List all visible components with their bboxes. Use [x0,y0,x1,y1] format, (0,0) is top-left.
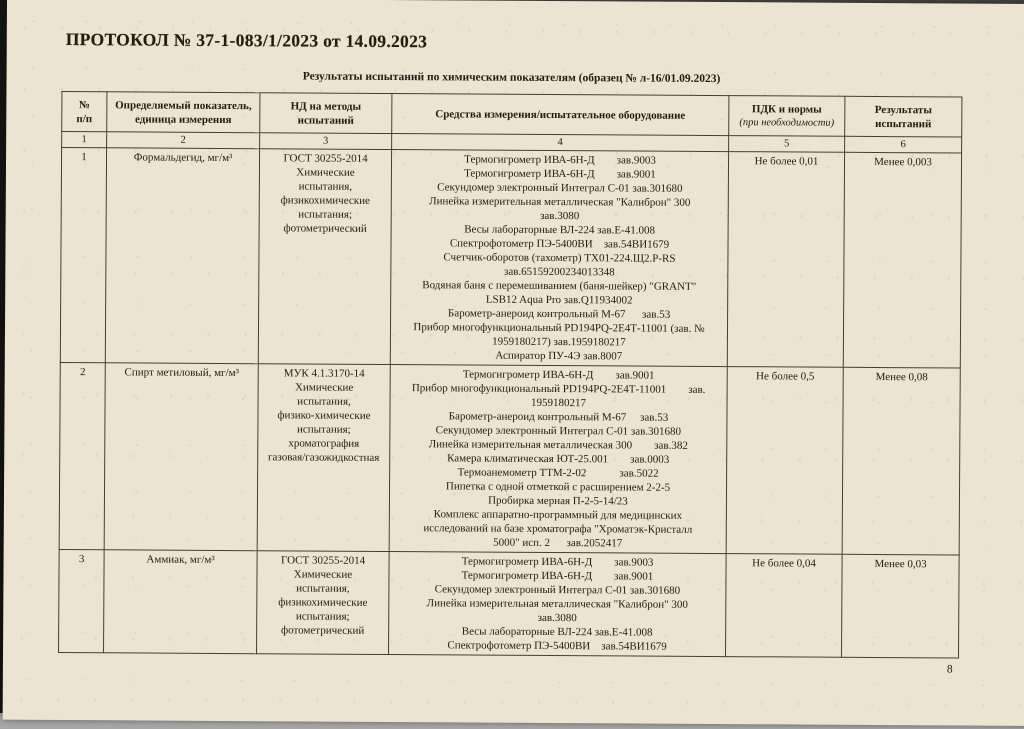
column-number: 2 [107,132,260,149]
header-indicator: Определяемый показатель, единица измерения [107,92,260,133]
column-number: 6 [845,136,962,153]
header-pdk [729,96,845,137]
equipment-cell: Термогигрометр ИВА-6Н-Д зав.9001 Прибор многофункциональный PD194PQ-2Е4Т-11001 зав. 1959180217 Барометр-анероид контрольный М-67 зав.53 Секундомер электронный Интеграл С-01 зав.301680 Линейка измерительная металлическая 300 зав.382 Камера климатическая ЮТ-25.001 зав.0003 Термоанемометр ТТМ-2-02 зав.5022 Пипетка с одной отметкой с расширением 2-2-5 Пробирка мерная П-2-5-14/23 Комплекс аппаратно-программный для медицинских исследований на базе хроматографа "Хроматэк-Кристалл 5000" исп. 2 зав.2052417 [389,365,727,554]
result-cell: Менее 0,003 [843,152,961,368]
header-result: Результаты испытаний [845,96,962,137]
column-number: 1 [62,132,107,148]
table-row [59,363,960,555]
protocol-title: ПРОТОКОЛ № 37-1-083/1/2023 от 14.09.2023 [65,29,428,52]
table-row [59,550,960,658]
header-equipment: Средства измерения/испытательное оборудование [392,94,729,136]
method-cell: МУК 4.1.3170-14 Химические испытания, физико-химические испытания; хроматография газовая/газожидкостная [257,364,390,552]
indicator-cell: Формальдегид, мг/м³ [105,148,259,364]
method-cell: ГОСТ 30255-2014 Химические испытания, физикохимические испытания; фотометрический [257,551,390,655]
row-number-cell: 3 [59,550,105,653]
header-row-number: № п/п [62,92,107,132]
pdk-cell: Не более 0,04 [726,554,843,658]
column-number: 4 [392,134,729,152]
column-number: 3 [260,133,392,150]
header-method: НД на методы испытаний [260,93,392,134]
paper-sheet [3,0,1024,726]
result-cell: Менее 0,03 [842,554,960,658]
equipment-cell: Термогигрометр ИВА-6Н-Д зав.9003 Термогигрометр ИВА-6Н-Д зав.9001 Секундомер электронный Интеграл С-01 зав.301680 Линейка измерительная металлическая "Калиброн" 300 зав.3080 Весы лабораторные ВЛ-224 зав.Е-41.008 Спектрофотометр ПЭ-5400ВИ зав.54ВИ1679 [389,552,727,657]
pdk-cell: Не более 0,01 [727,152,844,368]
pdk-cell: Не более 0,5 [726,367,843,555]
column-number: 5 [729,136,845,153]
indicator-cell: Аммиак, мг/м³ [104,550,258,654]
results-table [58,91,962,658]
table-header-row [62,92,962,137]
table-row [60,148,961,368]
row-number-cell: 1 [60,148,106,363]
row-number-cell: 2 [59,363,105,550]
method-cell: ГОСТ 30255-2014 Химические испытания, физикохимические испытания; фотометрический [258,149,391,365]
result-cell: Менее 0,08 [842,367,960,555]
page-number: 8 [946,663,953,676]
equipment-cell: Термогигрометр ИВА-6Н-Д зав.9003 Термогигрометр ИВА-6Н-Д зав.9001 Секундомер электронный Интеграл С-01 зав.301680 Линейка измерительная металлическая "Калиброн" 300 зав.3080 Весы лабораторные ВЛ-224 зав.Е-41.008 Спектрофотометр ПЭ-5400ВИ зав.54ВИ1679 Счетчик-оборотов (тахометр) ТХ01-224.Щ2.P-RS зав.65159200234013348 Водяная баня с перемешиванием (баня-шейкер) "GRANT" LSB12 Aqua Pro зав.Q11934002 Барометр-анероид контрольный М-67 зав.53 Прибор многофункциональный PD194PQ-2Е4Т-11001 (зав. № 1959180217) зав.1959180217 Аспиратор ПУ-4Э зав.8007 [390,150,728,367]
results-subtitle: Результаты испытаний по химическим показателям (образец № л-16/01.09.2023) [302,70,721,86]
header-pdk-line2: (при необходимости) [739,116,835,129]
indicator-cell: Спирт метиловый, мг/м³ [104,363,258,551]
header-pdk-line1: ПДК и нормы [751,102,822,116]
